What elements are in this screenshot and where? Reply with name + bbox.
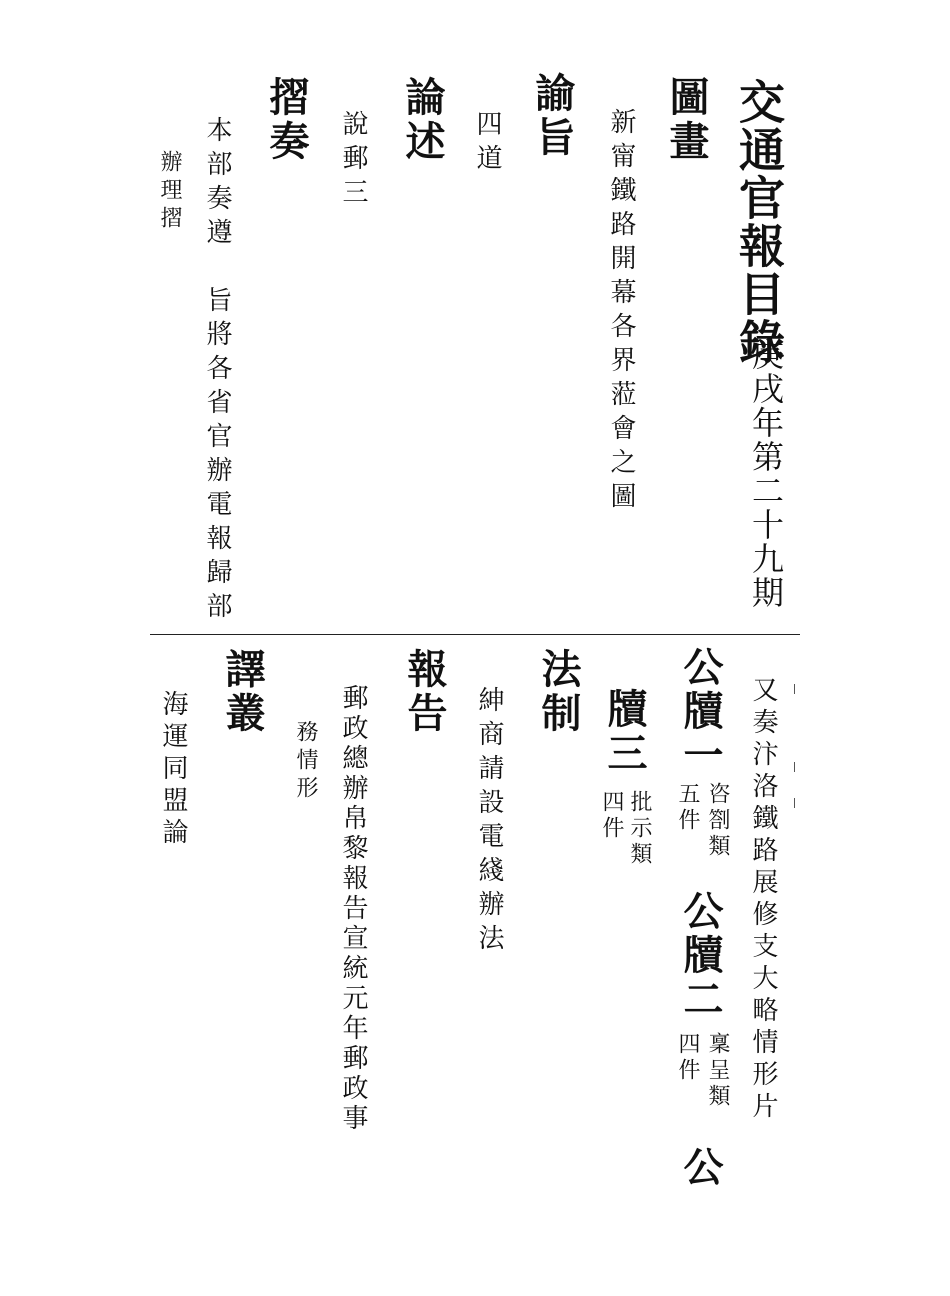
page-divider [150,634,800,635]
section-zhezou-item-cont: 辦理摺 [157,150,182,234]
section-gongdu3-count: 四件 [599,790,624,842]
section-fazhi-heading: 法制 [535,648,582,736]
section-gongdu1-heading: 公牘一 [677,646,724,778]
section-yicong-heading: 譯叢 [219,648,266,736]
section-zhezou-item: 本部奏遵 旨將各省官辦電報歸部 [202,116,232,626]
section-gongdu1-count: 五件 [675,782,700,834]
section-lunshu-item: 說郵三 [338,110,368,212]
section-yicong-item: 海運同盟論 [158,690,188,850]
section-gongdu3-category: 批示類 [627,790,652,868]
section-tuhua-item: 新甯鐵路開幕各界蒞會之圖 [606,108,636,516]
section-baogao-item: 郵政總辦帛黎報告宣統元年郵政事 [338,684,368,1134]
margin-tick [794,684,795,694]
section-zhezou-heading: 摺奏 [263,76,310,164]
section-gongdu1-category: 咨劄類 [705,782,730,860]
section-tuhua-heading: 圖畫 [663,76,710,164]
section-yuzhi-item: 四道 [472,110,502,178]
section-baogao-heading: 報告 [401,648,448,736]
section-lunshu-heading: 論述 [399,76,446,164]
toc-title: 交通官報目錄 [732,78,786,366]
section-gongdu3-heading-start: 公 [677,1146,724,1190]
section-gongdu2-category: 稟呈類 [705,1032,730,1110]
section-yuzhi-heading: 諭旨 [529,72,576,160]
section-gongdu3-heading-cont: 牘三 [601,688,648,776]
section-zhezou-continuation: 又奏汴洛鐵路展修支大略情形片 [748,676,778,1124]
issue-number: 庚戌年第二十九期 [747,338,785,610]
margin-tick [794,798,795,808]
section-fazhi-item: 紳商請設電綫辦法 [474,686,504,958]
margin-tick [794,762,795,772]
section-gongdu2-count: 四件 [675,1032,700,1084]
section-gongdu2-heading: 公牘二 [677,890,724,1022]
section-baogao-item-cont: 務情形 [293,720,318,804]
